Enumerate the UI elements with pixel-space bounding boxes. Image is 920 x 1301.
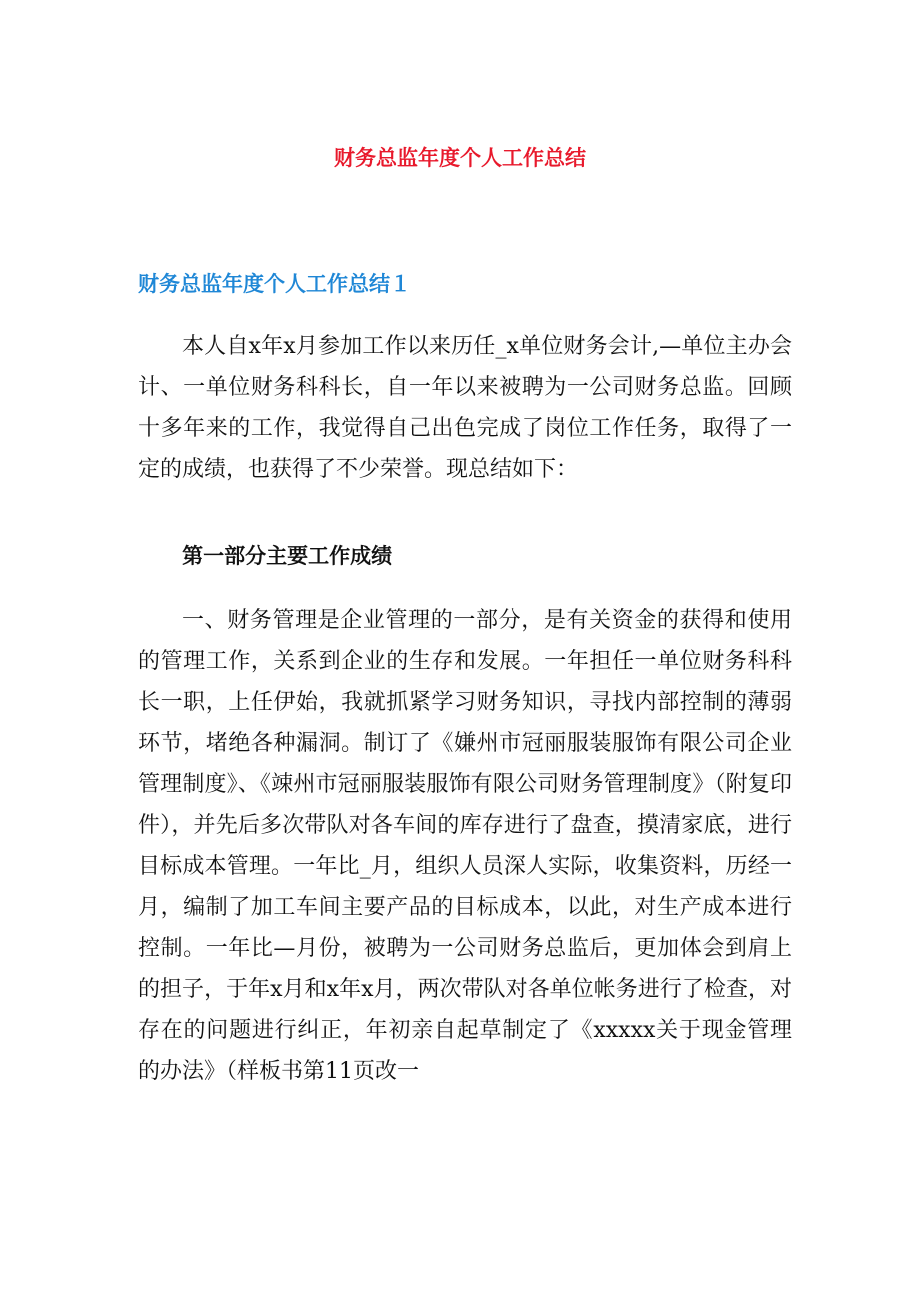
section-heading: 财务总监年度个人工作总结１ [138,272,411,296]
document-title: 财务总监年度个人工作总结 [334,146,586,170]
intro-paragraph: 本人自x年x月参加工作以来历任_x单位财务会计,—单位主办会计、一单位财务科科长，自一年以来被聘为一公司财务总监。回顾十多年来的工作，我觉得自己出色完成了岗位工作任务，取得了一定的成绩，也获得了不少荣誉。现总结如下： [138,334,792,482]
financial-management-paragraph: 一、财务管理是企业管理的一部分，是有关资金的获得和使用的管理工作，关系到企业的生存和发展。一年担任一单位财务科科长一职，上任伊始，我就抓紧学习财务知识，寻找内部控制的薄弱环节，堵绝各种漏洞。制订了《嫌州市冠丽服装服饰有限公司企业管理制度》、《竦州市冠丽服装服饰有限公司财务管理制度》（附复印件），并先后多次带队对各车间的库存进行了盘查，摸清家底，进行目标成本管理。一年比_月，组织人员深人实际，收集资料，历经一月，编制了加工车间主要产品的目标成本，以此，对生产成本进行控制。一年比—月份，被聘为一公司财务总监后，更加体会到肩上的担子，于年x月和x年x月，两次带队对各单位帐务进行了检查，对存在的问题进行纠正，年初亲自起草制定了《xxxxx关于现金管理的办法》（样板书第11页改一 [138,608,792,1084]
part-one-heading: 第一部分主要工作成绩 [182,544,393,568]
